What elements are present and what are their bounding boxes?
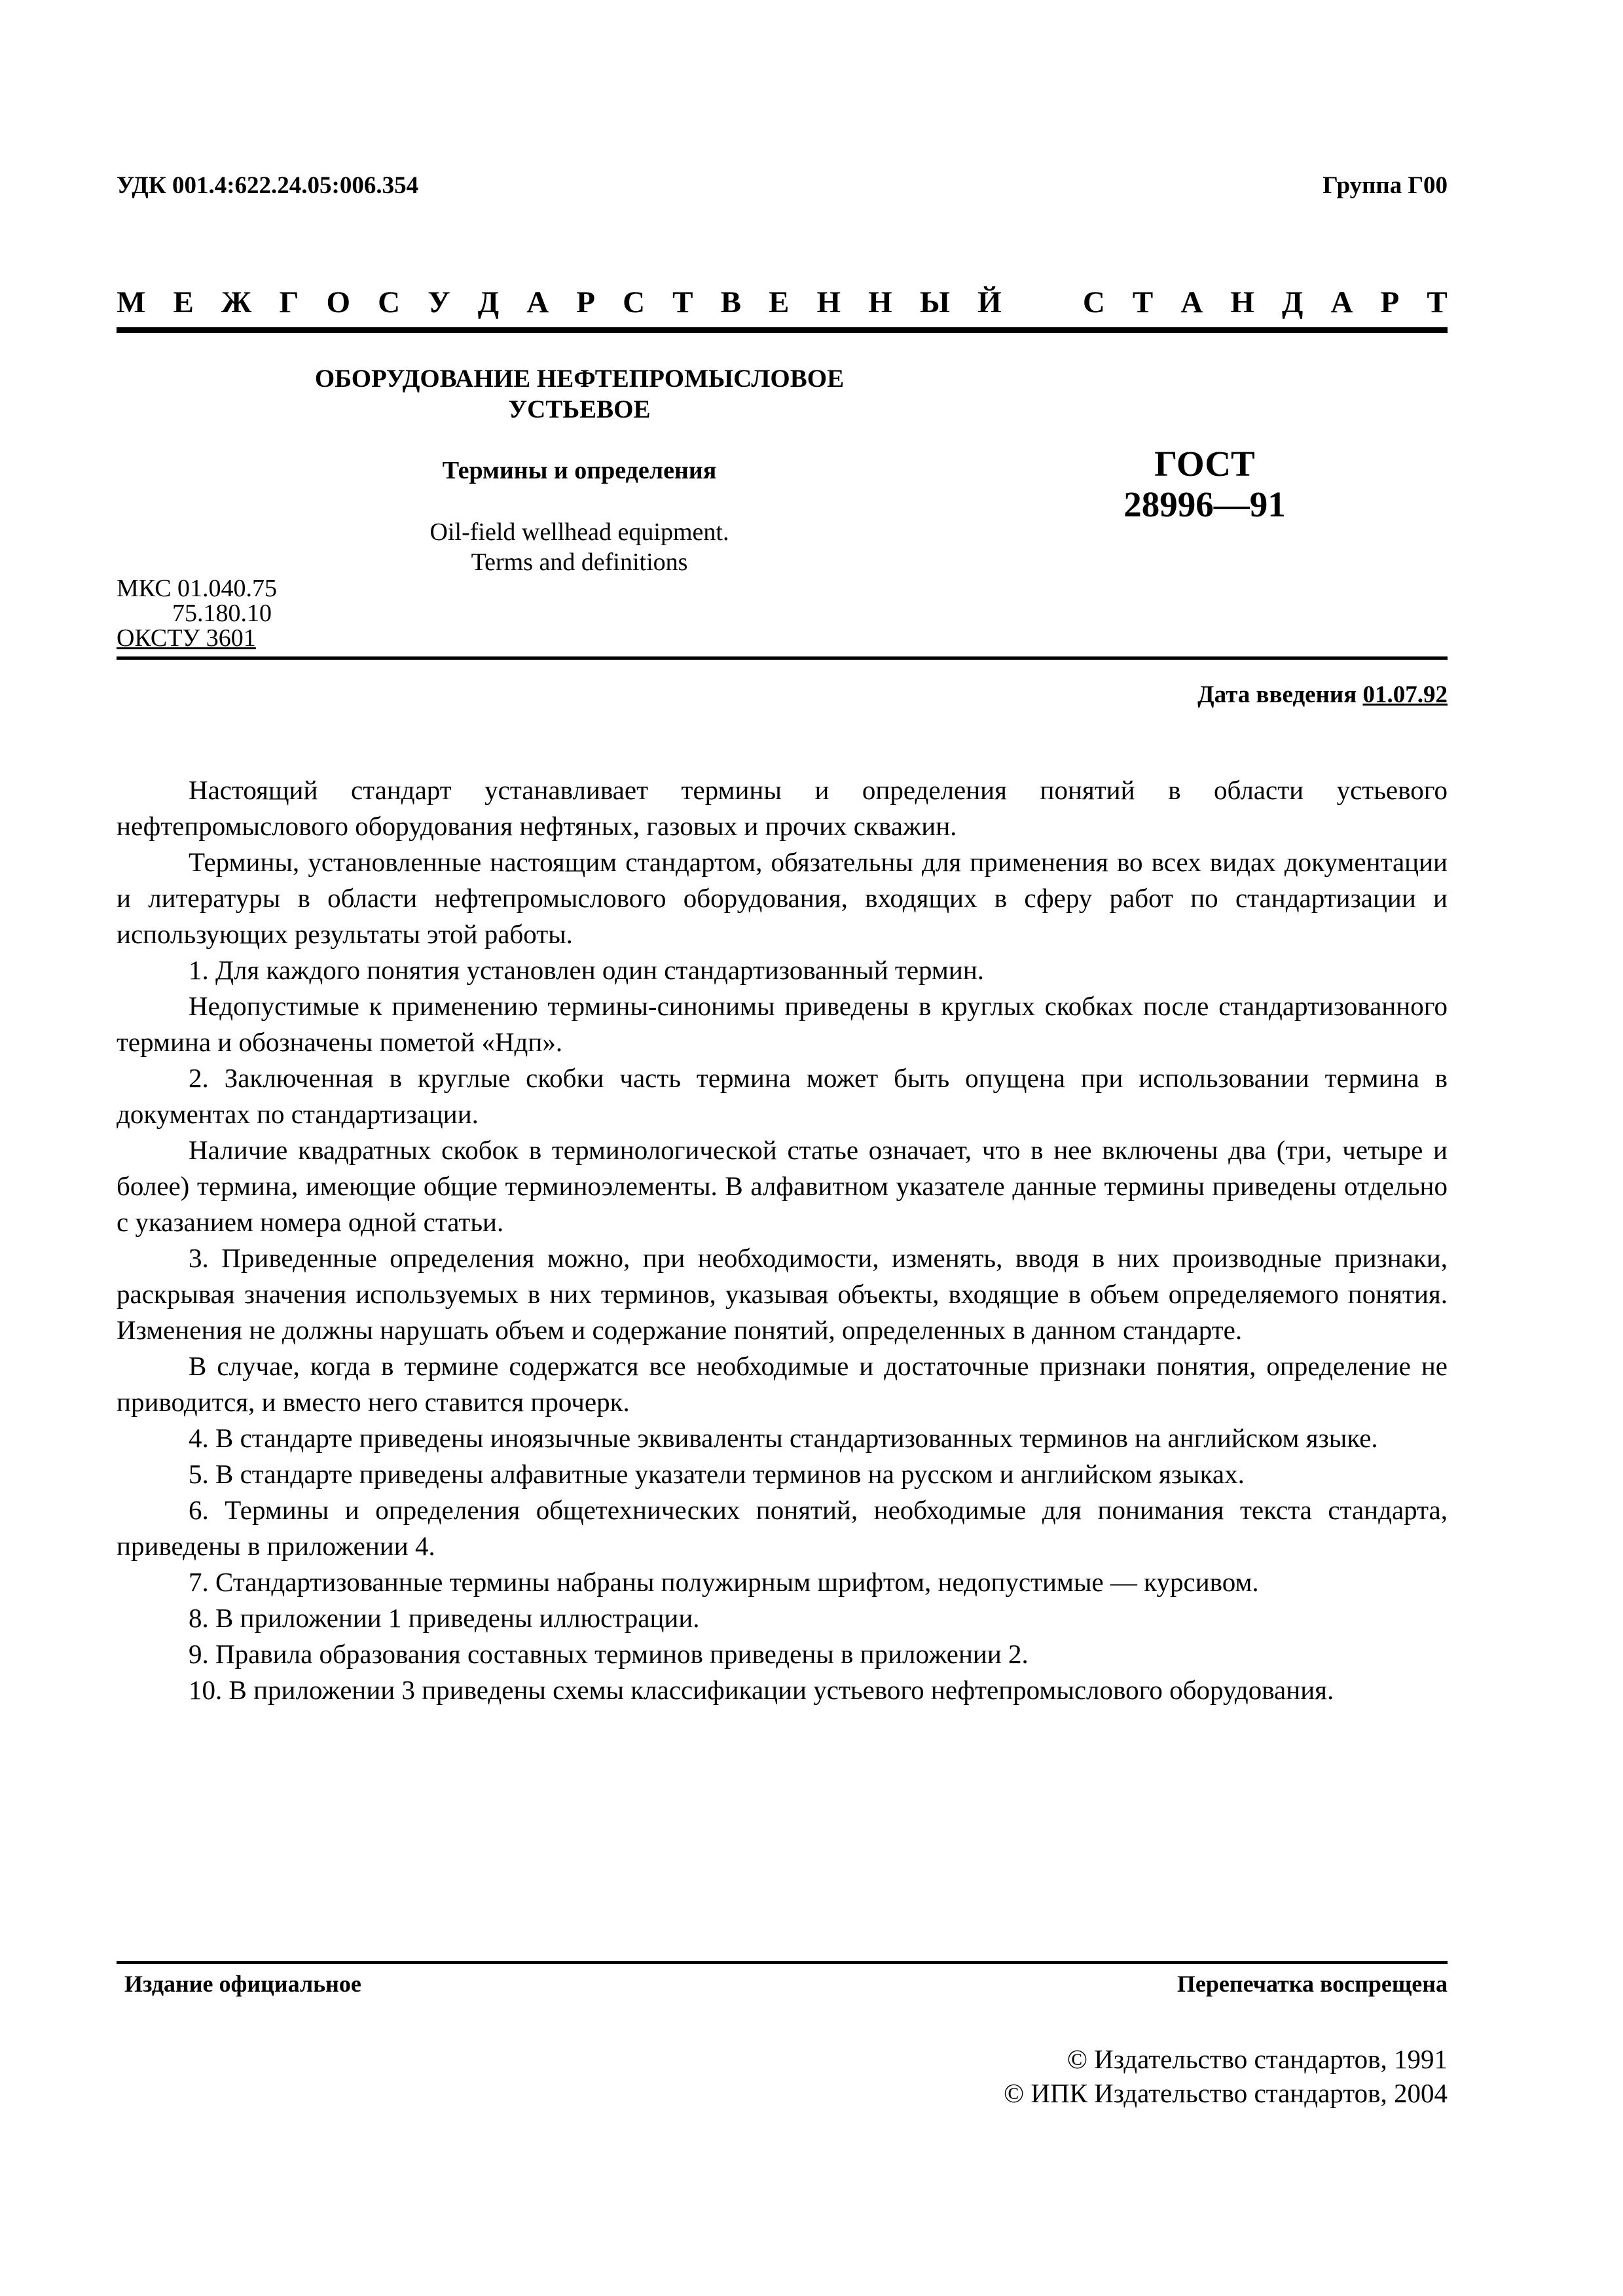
- banner-letter: С: [623, 285, 646, 319]
- interstate-standard-banner: [117, 283, 1448, 322]
- banner-letter: Д: [477, 285, 500, 319]
- banner-letter: Т: [1427, 285, 1448, 319]
- banner-letter: Т: [1132, 285, 1154, 319]
- banner-letter: В: [720, 285, 741, 319]
- banner-letter: Й: [977, 285, 1002, 319]
- banner-letter: Н: [868, 285, 892, 319]
- banner-letter: О: [326, 285, 351, 319]
- body-paragraph: Термины, установленные настоящим стандартом, обязательны для применения во всех видах документации и литературы в области нефтепромыслового оборудования, входящих в сферу работ по стандартизации и использующих результаты этой работы.: [117, 847, 1448, 949]
- banner-letter: Н: [816, 285, 841, 319]
- header-rule: [117, 327, 1448, 333]
- introduction-date-value: 01.07.92: [1362, 681, 1448, 708]
- body-paragraph: 7. Стандартизованные термины набраны полужирным шрифтом, недопустимые — курсивом.: [189, 1567, 1259, 1597]
- document-title: [196, 363, 962, 425]
- reprint-prohibited: Перепечатка воспрещена: [1176, 1971, 1448, 1997]
- classification-codes: [117, 576, 277, 651]
- banner-letter: М: [117, 285, 146, 319]
- official-edition: Издание официальное: [124, 1971, 361, 1997]
- banner-letter: Ы: [919, 285, 950, 319]
- document-body: [117, 772, 1448, 1708]
- okstu-code: ОКСТУ 3601: [117, 624, 256, 652]
- banner-letter: Н: [1230, 285, 1254, 319]
- title-block-rule: [117, 656, 1448, 660]
- banner-letter: А: [526, 285, 549, 319]
- english-title: [196, 517, 962, 577]
- udk-code: УДК 001.4:622.24.05:006.354: [117, 172, 419, 199]
- gost-code: 28996—91: [1123, 484, 1286, 524]
- copyright-block: [1004, 2042, 1448, 2110]
- banner-letter: Р: [576, 285, 595, 319]
- body-paragraph: 5. В стандарте приведены алфавитные указатели терминов на русском и английском языках.: [189, 1459, 1245, 1489]
- body-paragraph: 10. В приложении 3 приведены схемы классификации устьевого нефтепромыслового оборудования.: [189, 1675, 1334, 1705]
- body-paragraph: 8. В приложении 1 приведены иллюстрации.: [189, 1603, 700, 1633]
- gost-label: ГОСТ: [1154, 444, 1255, 484]
- english-title-line-1: Oil-field wellhead equipment.: [429, 518, 729, 546]
- gost-number: [1061, 444, 1349, 525]
- body-paragraph: 1. Для каждого понятия установлен один стандартизованный термин.: [189, 955, 985, 985]
- body-paragraph: Недопустимые к применению термины-синонимы приведены в круглых скобках после стандартизованного термина и обозначены пометой «Ндп».: [117, 991, 1448, 1057]
- title-line-2: УСТЬЕВОЕ: [508, 395, 651, 423]
- banner-letter: Ж: [221, 285, 252, 319]
- mks-code-1: МКС 01.040.75: [117, 575, 278, 602]
- body-paragraph: 6. Термины и определения общетехнических понятий, необходимые для понимания текста стандарта, приведены в приложении 4.: [117, 1495, 1448, 1561]
- banner-letter: А: [1180, 285, 1203, 319]
- body-paragraph: 3. Приведенные определения можно, при необходимости, изменять, вводя в них производные признаки, раскрывая значения используемых в них терминов, указывая объекты, входящие в объем определяемого понятия. Изменения не должны нарушать объем и содержание понятий, определенных в данном стандарте.: [117, 1243, 1448, 1345]
- mks-code-2: 75.180.10: [172, 600, 272, 627]
- body-paragraph: 2. Заключенная в круглые скобки часть термина может быть опущена при использовании термина в документах по стандартизации.: [117, 1063, 1448, 1129]
- english-title-line-2: Terms and definitions: [471, 548, 688, 576]
- copyright-line-2: © ИПК Издательство стандартов, 2004: [1003, 2078, 1448, 2108]
- copyright-line-1: © Издательство стандартов, 1991: [1067, 2044, 1448, 2074]
- banner-letter: С: [1082, 285, 1105, 319]
- banner-letter: У: [428, 285, 450, 319]
- banner-letter: Г: [279, 285, 299, 319]
- body-paragraph: 9. Правила образования составных терминов приведены в приложении 2.: [189, 1639, 1029, 1669]
- body-paragraph: 4. В стандарте приведены иноязычные эквиваленты стандартизованных терминов на английском языке.: [189, 1423, 1378, 1453]
- banner-letter: Е: [173, 285, 194, 319]
- group-code: Группа Г00: [1322, 172, 1448, 199]
- title-line-1: ОБОРУДОВАНИЕ НЕФТЕПРОМЫСЛОВОЕ: [314, 365, 845, 393]
- footer-rule: [117, 1961, 1448, 1964]
- banner-letter: А: [1330, 285, 1353, 319]
- introduction-date: [1197, 681, 1448, 709]
- banner-letter: Е: [769, 285, 790, 319]
- body-paragraph: Настоящий стандарт устанавливает термины и определения понятий в области устьевого нефтепромыслового оборудования нефтяных, газовых и прочих скважин.: [117, 775, 1448, 841]
- banner-letter: Т: [672, 285, 693, 319]
- banner-letter: Д: [1282, 285, 1304, 319]
- body-paragraph: Наличие квадратных скобок в терминологической статье означает, что в нее включены два (три, четыре и более) термина, имеющие общие терминоэлементы. В алфавитном указателе данные термины приведены отдельно с указанием номера одной статьи.: [117, 1135, 1448, 1237]
- introduction-date-label: Дата введения: [1197, 681, 1357, 708]
- banner-letter: С: [378, 285, 401, 319]
- body-paragraph: В случае, когда в термине содержатся все необходимые и достаточные признаки понятия, определение не приводится, и вместо него ставится прочерк.: [117, 1351, 1448, 1417]
- banner-letter: Р: [1380, 285, 1400, 319]
- document-subtitle: Термины и определения: [442, 457, 717, 484]
